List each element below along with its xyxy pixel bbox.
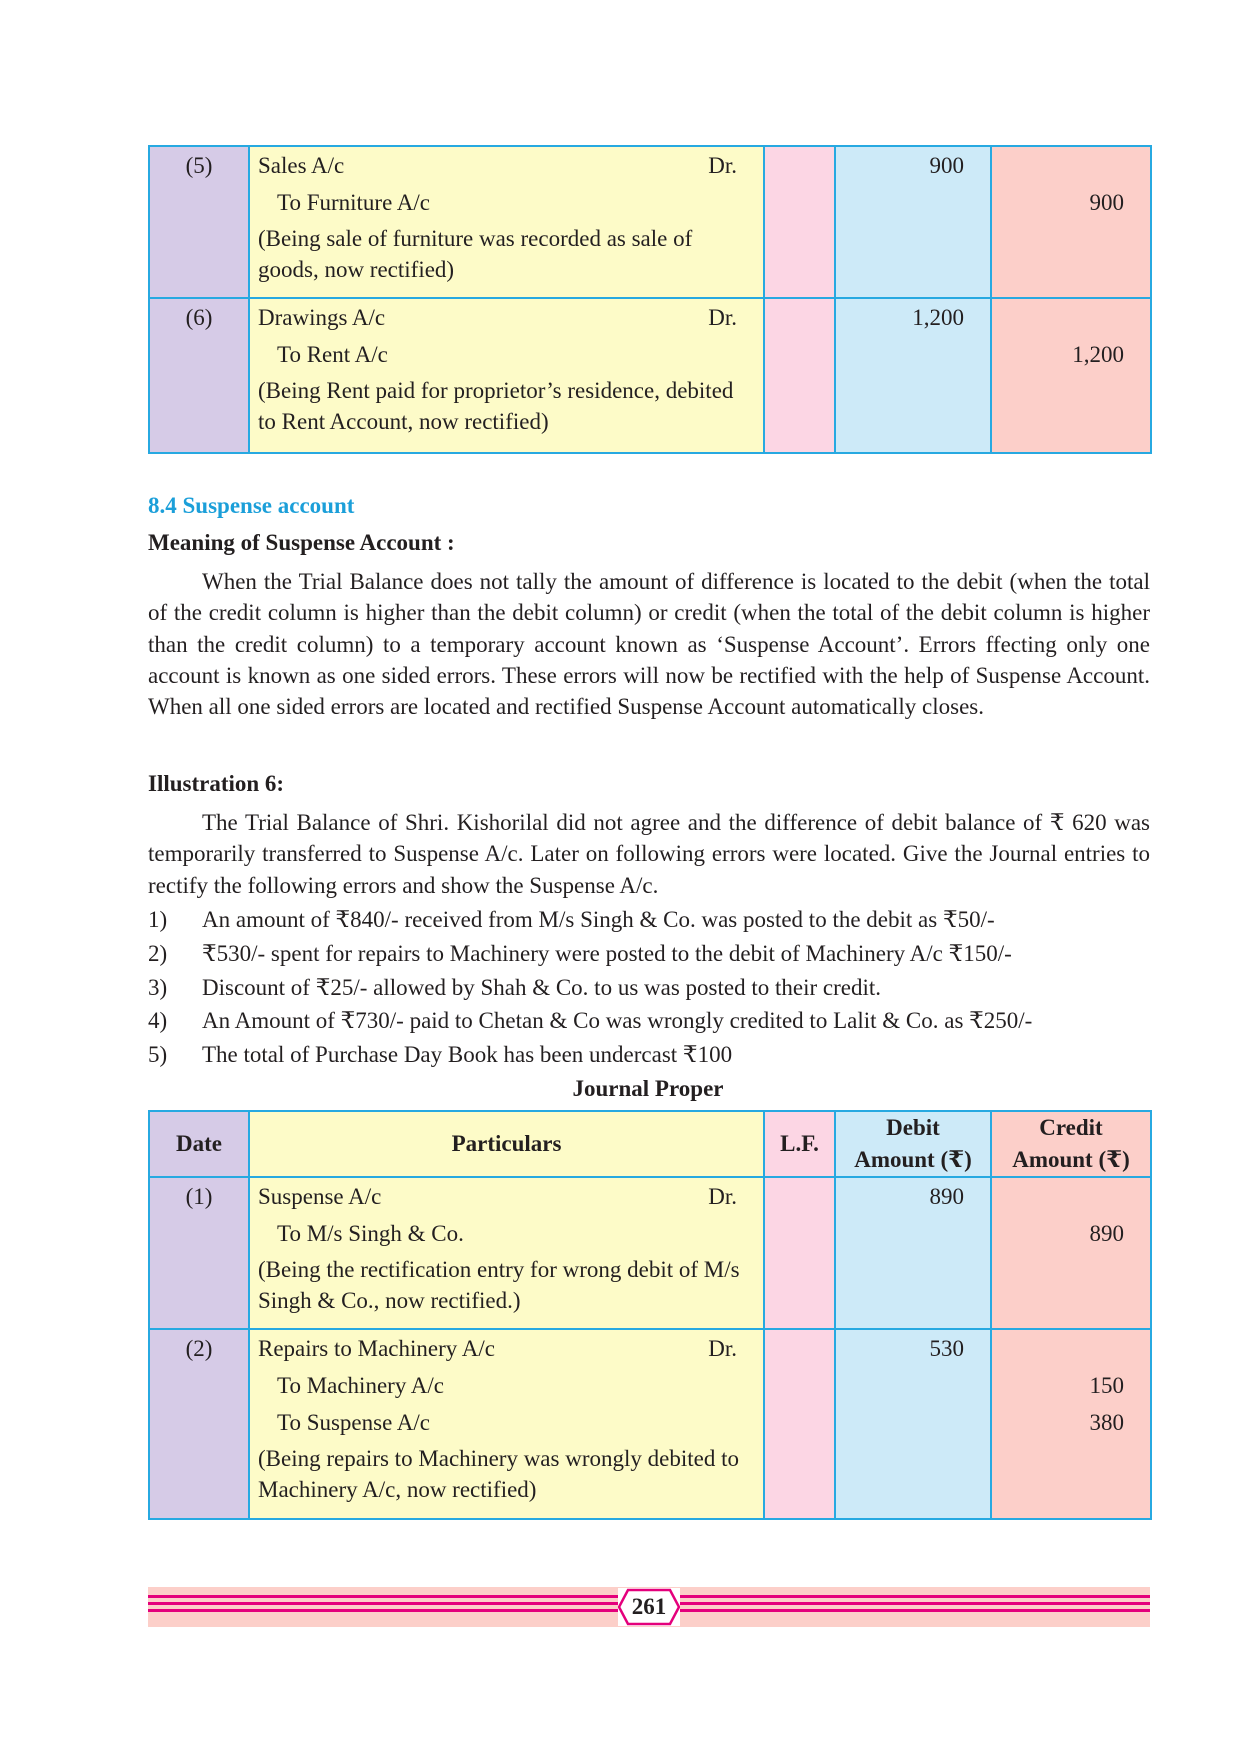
credit-cell [991,298,1151,453]
list-item: 5) The total of Purchase Day Book has been undercast ₹100 [148,1042,733,1068]
credit-amount: 900 [1089,190,1124,215]
credit-amount: 150 [1089,1373,1124,1398]
table-row [149,298,1151,453]
page-footer [148,1585,1150,1633]
debit-amount: 900 [929,153,964,178]
debit-amount: 890 [929,1184,964,1209]
narration: (Being sale of furniture was recorded as sale of goods, now rectified) [258,226,693,282]
credit-account: To Rent A/c [277,341,388,367]
dr-label: Dr. [708,152,737,178]
entry-particulars [249,1177,764,1329]
table-row [149,146,1151,298]
entry-date: (6) [149,298,249,453]
header-lf: L.F. [764,1111,835,1177]
debit-cell [835,298,991,453]
narration: (Being repairs to Machinery was wrongly debited to Machinery A/c, now rectified) [258,1446,739,1502]
list-item: 2) ₹530/- spent for repairs to Machinery were posted to the debit of Machinery A/c ₹150/- [148,940,1012,966]
illustration-intro: The Trial Balance of Shri. Kishorilal did not agree and the difference of debit balance of ₹ 620 was temporarily transferred to Suspense A/c. Later on following errors were located. Give the Journal entries to rectify the following errors and show the Suspense A/c. [148,810,1150,898]
debit-cell [835,1329,991,1519]
debit-account: Repairs to Machinery A/c [258,1335,495,1361]
lf-cell [764,1177,835,1329]
credit-cell [991,146,1151,298]
debit-cell [835,146,991,298]
debit-account: Drawings A/c [258,304,386,330]
debit-amount: 530 [929,1336,964,1361]
table-row [149,1329,1151,1519]
credit-account: To M/s Singh & Co. [277,1220,464,1246]
entry-date: (5) [149,146,249,298]
credit-account: To Suspense A/c [277,1409,430,1435]
dr-label: Dr. [708,1183,737,1209]
section-subheading: Meaning of Suspense Account : [148,530,455,555]
illustration-heading: Illustration 6: [148,771,285,796]
header-debit: Debit Amount (₹) [835,1111,991,1177]
credit-account: To Machinery A/c [277,1372,445,1398]
journal-table-continued [148,145,1152,454]
entry-particulars [249,146,764,298]
credit-cell [991,1177,1151,1329]
page-number: 261 [618,1588,680,1626]
error-list [148,903,1150,1072]
debit-cell [835,1177,991,1329]
credit-amount: 1,200 [1072,342,1124,367]
entry-date: (2) [149,1329,249,1519]
table-header-row [149,1111,1151,1177]
dr-label: Dr. [708,1335,737,1361]
debit-account: Suspense A/c [258,1183,382,1209]
debit-account: Sales A/c [258,152,345,178]
lf-cell [764,146,835,298]
entry-particulars [249,298,764,453]
header-date: Date [149,1111,249,1177]
table-row [149,1177,1151,1329]
credit-cell [991,1329,1151,1519]
list-item: 4) An Amount of ₹730/- paid to Chetan & Co was wrongly credited to Lalit & Co. as ₹250/- [148,1008,1033,1034]
journal-proper-table [148,1110,1152,1520]
section-heading: 8.4 Suspense account [148,493,355,518]
credit-account: To Furniture A/c [277,189,430,215]
lf-cell [764,1329,835,1519]
narration: (Being the rectification entry for wrong debit of M/s Singh & Co., now rectified.) [258,1257,740,1313]
journal-title: Journal Proper [572,1076,724,1101]
credit-amount: 890 [1089,1221,1124,1246]
narration: (Being Rent paid for proprietor’s residence, debited to Rent Account, now rectified) [258,378,734,434]
debit-amount: 1,200 [912,305,964,330]
header-credit: Credit Amount (₹) [991,1111,1151,1177]
credit-amount: 380 [1089,1410,1124,1435]
list-item: 1) An amount of ₹840/- received from M/s Singh & Co. was posted to the debit as ₹50/- [148,907,995,932]
list-item: 3) Discount of ₹25/- allowed by Shah & Co. to us was posted to their credit. [148,974,881,1000]
header-particulars: Particulars [249,1111,764,1177]
entry-particulars [249,1329,764,1519]
section-paragraph: When the Trial Balance does not tally the amount of difference is located to the debit (when the total of the credit column is higher than the debit column) or credit (when the total of the debit column is higher than the credit column) to a temporary account known as ‘Suspense Account’. Errors ffecting only one account is known as one sided errors. These errors will now be rectified with the help of Suspense Account. When all one sided errors are located and rectified Suspense Account automatically closes. [148,569,1150,720]
lf-cell [764,298,835,453]
dr-label: Dr. [708,304,737,330]
entry-date: (1) [149,1177,249,1329]
